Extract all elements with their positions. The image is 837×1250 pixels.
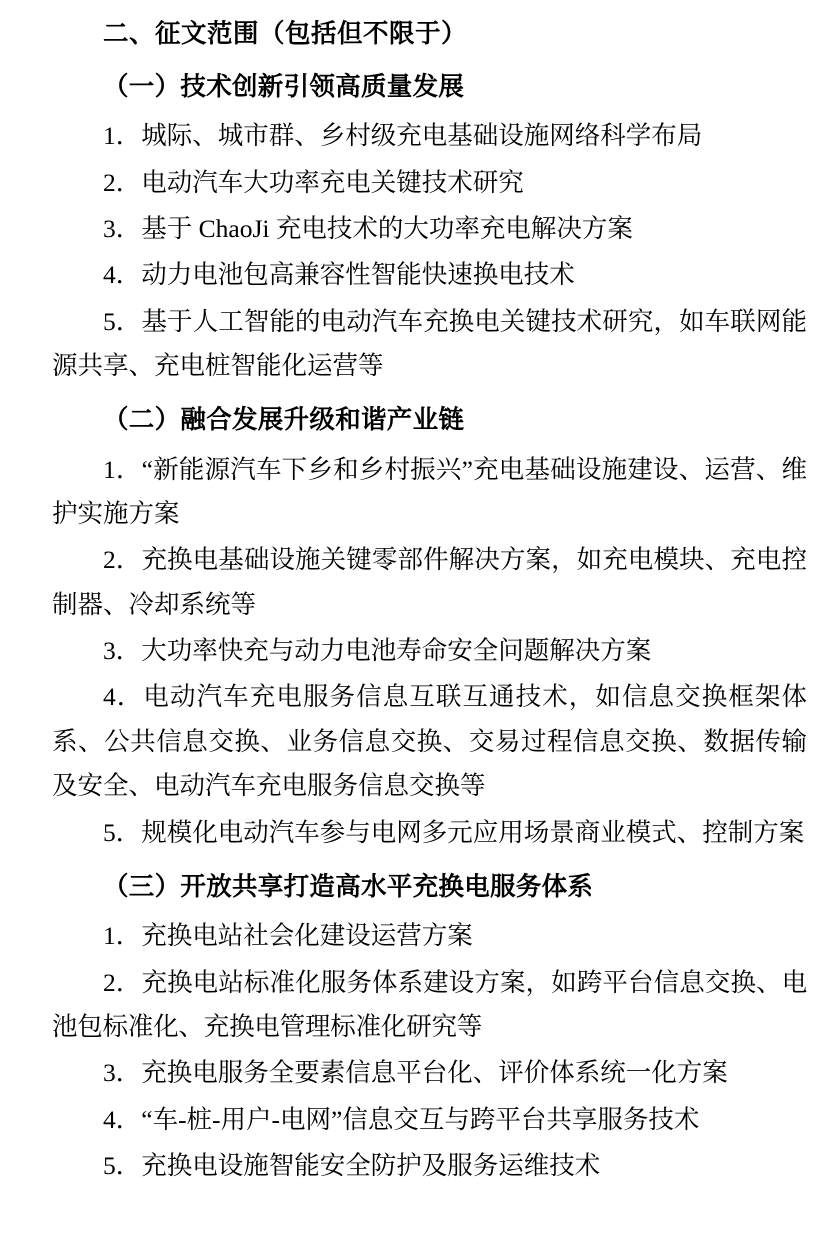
list-item: 4．电动汽车充电服务信息互联互通技术，如信息交换框架体系、公共信息交换、业务信息交换、交易过程信息交换、数据传输及安全、电动汽车充电服务信息交换等 [52,682,807,801]
list-item: 5．规模化电动汽车参与电网多元应用场景商业模式、控制方案 [103,817,805,847]
list-item: 1．城际、城市群、乡村级充电基础设施网络科学布局 [103,121,703,151]
list-item: 2．充换电站标准化服务体系建设方案，如跨平台信息交换、电池包标准化、充换电管理标准化研究等 [52,967,807,1041]
list-item: 4．“车-桩-用户-电网”信息交互与跨平台共享服务技术 [103,1104,700,1134]
document-body [52,14,807,1188]
subsection-heading-2: （二）融合发展升级和谐产业链 [103,405,465,435]
list-item: 5．充换电设施智能安全防护及服务运维技术 [103,1151,601,1181]
list-item: 1．充换电站社会化建设运营方案 [103,921,473,951]
list-item: 2．电动汽车大功率充电关键技术研究 [103,167,524,197]
list-item: 1．“新能源汽车下乡和乡村振兴”充电基础设施建设、运营、维护实施方案 [52,454,807,528]
list-item: 3．大功率快充与动力电池寿命安全问题解决方案 [103,636,652,666]
subsection-heading-3: （三）开放共享打造高水平充换电服务体系 [103,871,594,901]
list-item: 4．动力电池包高兼容性智能快速换电技术 [103,260,575,290]
subsection-heading-1: （一）技术创新引领高质量发展 [103,71,465,101]
list-item: 2．充换电基础设施关键零部件解决方案，如充电模块、充电控制器、冷却系统等 [52,545,807,619]
list-item: 3．基于 ChaoJi 充电技术的大功率充电解决方案 [103,213,633,243]
list-item: 3．充换电服务全要素信息平台化、评价体系统一化方案 [103,1058,728,1088]
section-heading-level1: 二、征文范围（包括但不限于） [103,19,468,48]
list-item: 5．基于人工智能的电动汽车充换电关键技术研究，如车联网能源共享、充电桩智能化运营等 [52,306,807,380]
